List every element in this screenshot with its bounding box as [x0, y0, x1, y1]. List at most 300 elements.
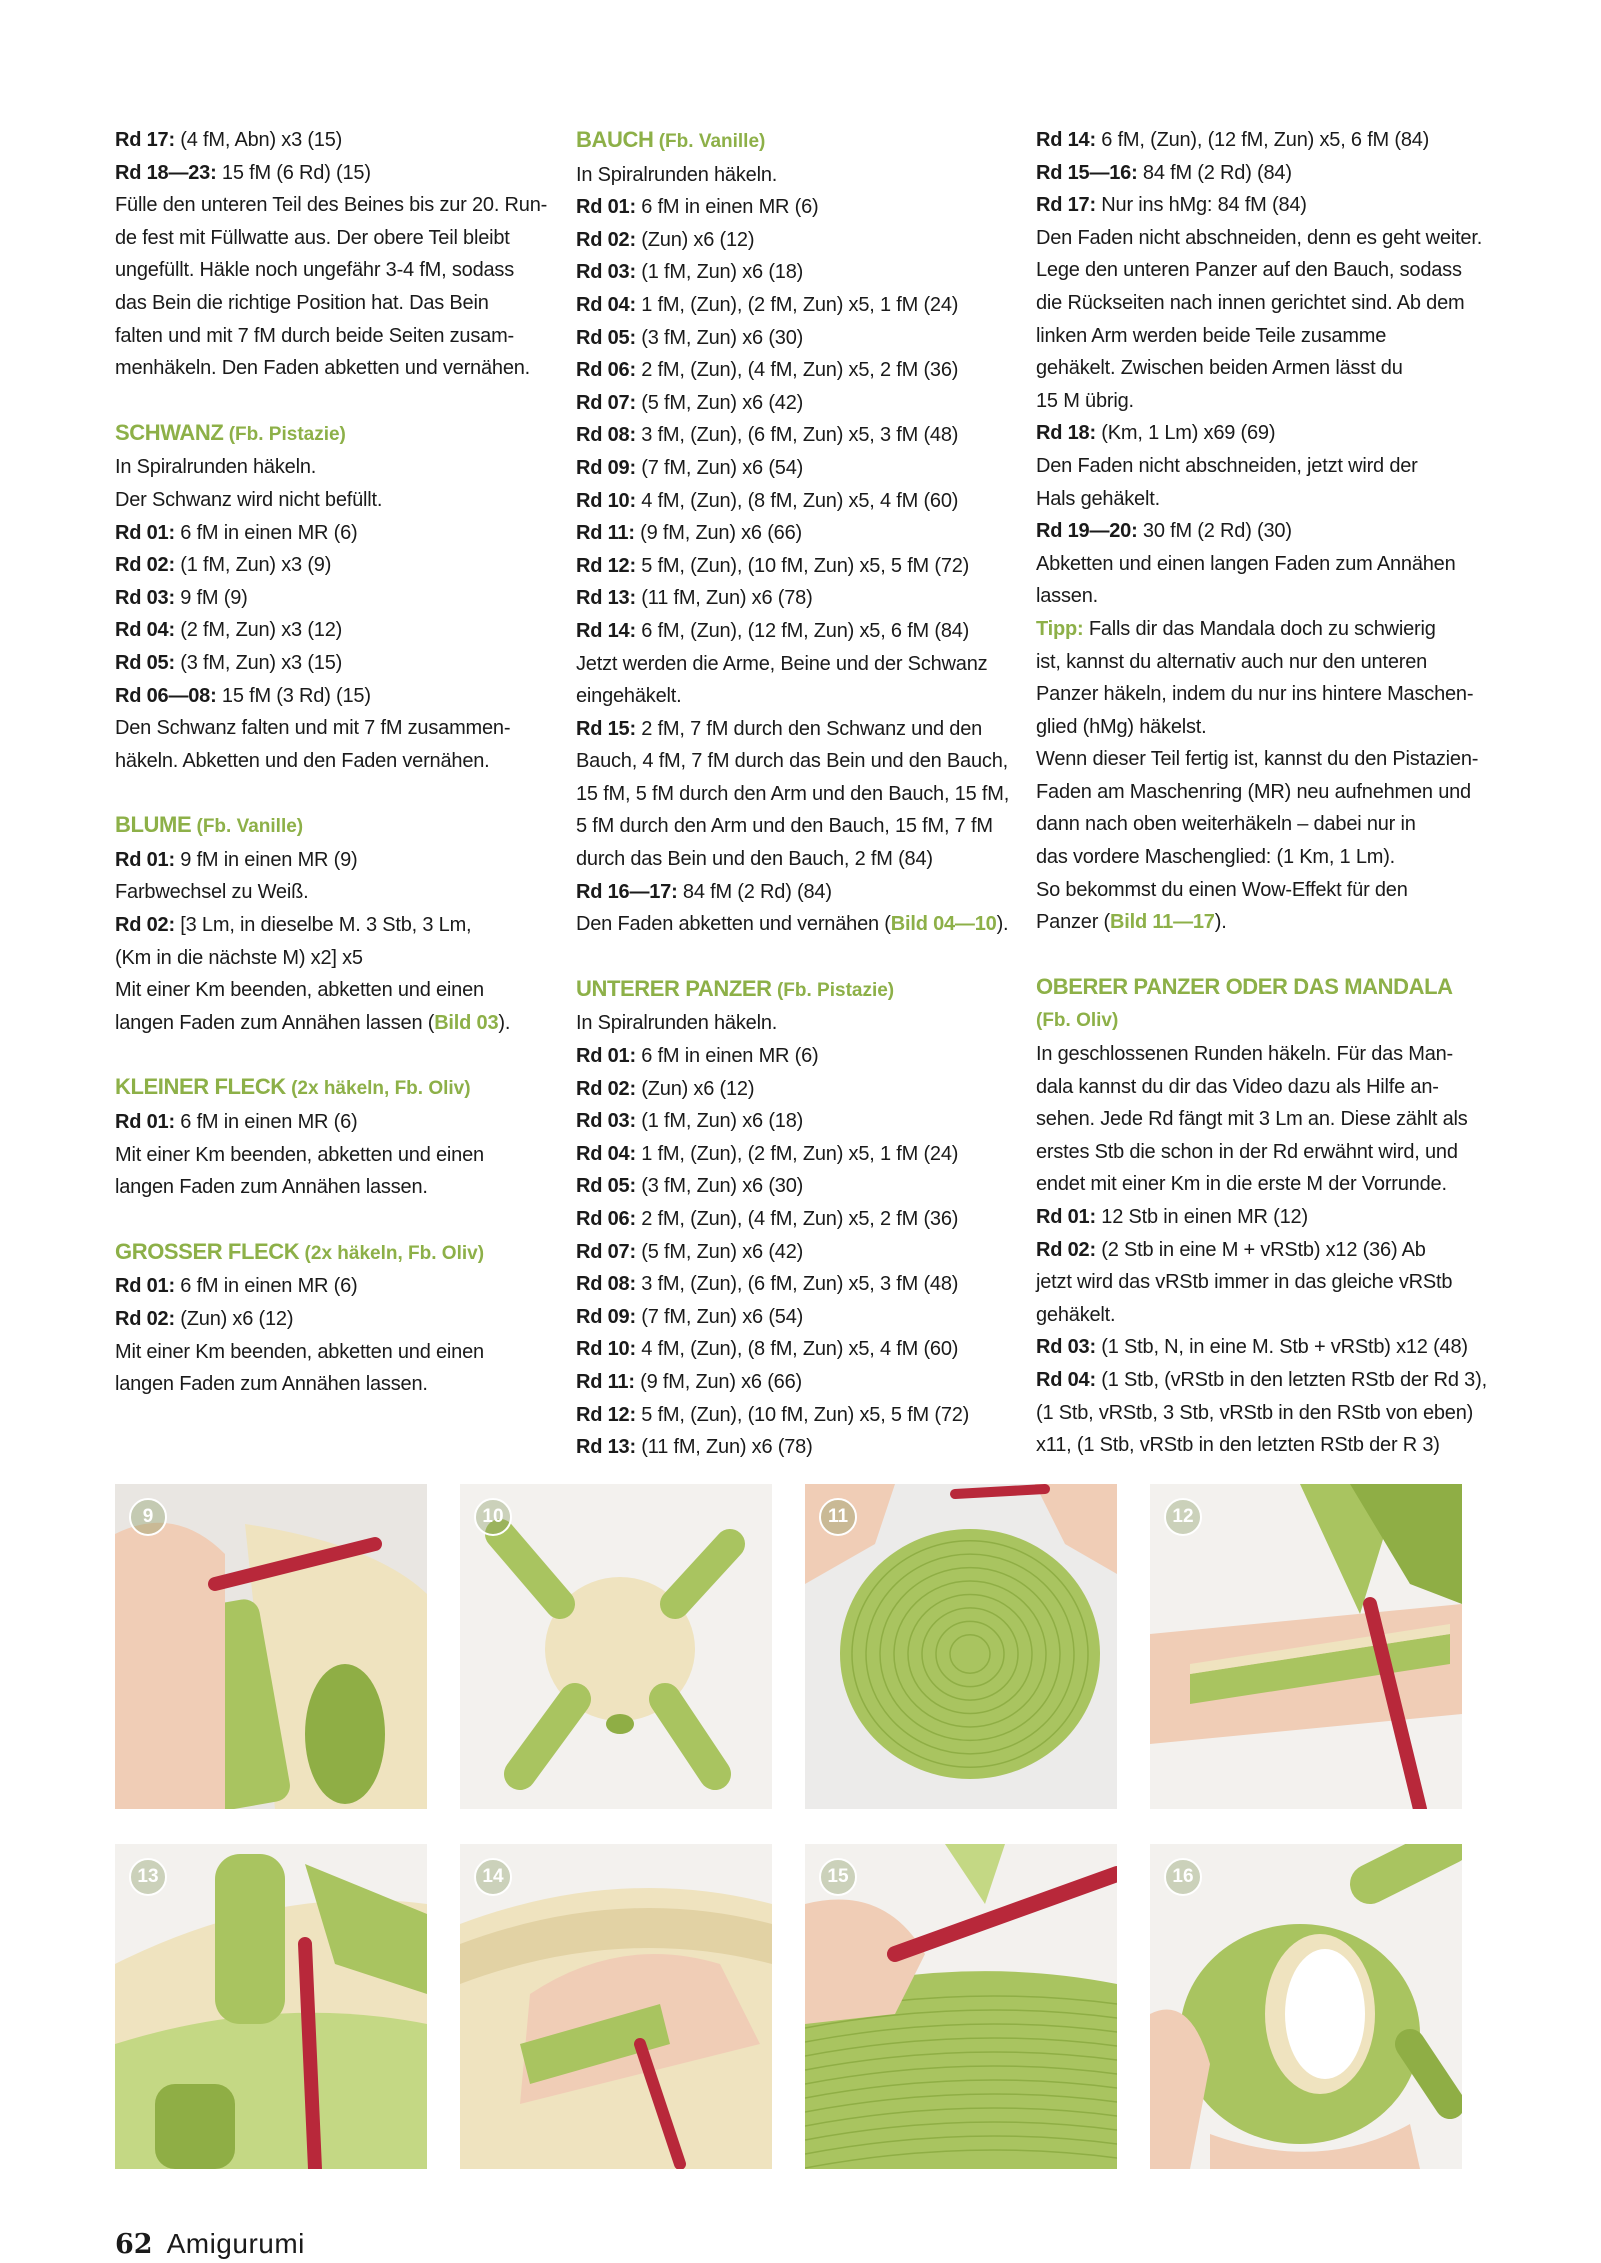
line-text: Panzer (: [1036, 911, 1110, 934]
round-label: Rd 17:: [115, 129, 175, 151]
line-text: Mit einer Km beenden, abketten und einen: [115, 979, 484, 1002]
line-text: So bekommst du einen Wow-Effekt für den: [1036, 878, 1408, 901]
line-text: jetzt wird das vRStb immer in das gleiche vRStb: [1036, 1271, 1453, 1294]
instruction-text: [115, 254, 545, 287]
round-instruction: [1036, 417, 1466, 450]
round-instruction: [576, 615, 1006, 648]
line-text: 9 fM (9): [174, 586, 248, 609]
section-title-yarn: (2x häkeln, Fb. Oliv): [299, 1242, 485, 1264]
instruction-text: [115, 745, 545, 778]
page-footer: [115, 2230, 305, 2258]
tip-label: Tipp:: [1036, 617, 1084, 640]
line-text: (5 fM, Zun) x6 (42): [635, 1240, 804, 1263]
section-title-text: UNTERER PANZER: [576, 975, 772, 1001]
round-instruction: [576, 517, 1006, 550]
line-text: sehen. Jede Rd fängt mit 3 Lm an. Diese zählt als: [1036, 1108, 1468, 1131]
line-text: 12 Stb in einen MR (12): [1095, 1206, 1308, 1228]
line-text: 3 fM, (Zun), (6 fM, Zun) x5, 3 fM (48): [635, 424, 959, 447]
round-label: Rd 09:: [576, 456, 636, 479]
instruction-text: [1036, 450, 1466, 483]
round-instruction: [576, 452, 1006, 485]
instruction-text: [576, 843, 1006, 876]
line-text: durch das Bein und den Bauch, 2 fM (84): [576, 848, 933, 871]
line-text-end: ).: [996, 913, 1009, 936]
round-label: Rd 04:: [576, 293, 636, 316]
round-instruction: [115, 909, 545, 942]
round-label: Rd 11:: [576, 1370, 635, 1393]
instruction-text: [115, 974, 545, 1007]
instruction-text: [1036, 1136, 1466, 1169]
line-text: das Bein die richtige Position hat. Das Bein: [115, 291, 489, 314]
line-text: ungefüllt. Häkle noch ungefähr 3-4 fM, sodass: [115, 259, 515, 282]
round-label: Rd 01:: [576, 196, 636, 219]
round-label: Rd 05:: [576, 326, 636, 349]
photo-number-badge: 14: [474, 1858, 512, 1896]
footer-label: Amigurumi: [166, 2228, 305, 2259]
line-text: 6 fM in einen MR (6): [174, 1275, 358, 1298]
step-photo: [460, 1484, 772, 1809]
round-instruction: [115, 582, 545, 615]
photo-number-badge: 9: [129, 1498, 167, 1536]
line-text: (4 fM, Abn) x3 (15): [174, 129, 343, 151]
instruction-text: [1036, 808, 1466, 841]
round-label: Rd 03:: [576, 261, 636, 284]
round-instruction: [576, 224, 1006, 257]
line-text: de fest mit Füllwatte aus. Der obere Teil bleibt: [115, 226, 510, 249]
line-text: 2 fM, 7 fM durch den Schwanz und den: [635, 717, 983, 740]
instruction-text: [1036, 646, 1466, 679]
line-text: 6 fM, (Zun), (12 fM, Zun) x5, 6 fM (84): [635, 619, 970, 642]
round-label: Rd 01:: [576, 1045, 636, 1068]
line-text: Den Faden abketten und vernähen (: [576, 913, 891, 936]
step-photo: [1150, 1844, 1462, 2169]
line-text: 6 fM in einen MR (6): [635, 1045, 819, 1068]
round-instruction: [115, 614, 545, 647]
instruction-text: [1036, 548, 1466, 581]
round-instruction: [115, 1106, 545, 1139]
round-instruction: [576, 876, 1006, 909]
section-title-text: KLEINER FLECK: [115, 1074, 286, 1100]
line-text-end: ).: [1214, 911, 1227, 934]
line-text: Faden am Maschenring (MR) neu aufnehmen und: [1036, 780, 1471, 803]
section-title: [576, 973, 1006, 1008]
round-label: Rd 14:: [576, 619, 636, 642]
image-reference: Bild 03: [434, 1011, 499, 1034]
round-label: Rd 06:: [576, 359, 636, 382]
instruction-text: [1036, 711, 1466, 744]
round-instruction: [115, 680, 545, 713]
round-label: Rd 12:: [576, 1403, 636, 1426]
line-text: (5 fM, Zun) x6 (42): [635, 391, 804, 414]
line-text: Den Faden nicht abschneiden, jetzt wird der: [1036, 454, 1418, 477]
instruction-text: [1036, 580, 1466, 613]
round-instruction: [115, 647, 545, 680]
instruction-text: [576, 745, 1006, 778]
round-instruction: [115, 844, 545, 877]
instruction-text: [1036, 352, 1466, 385]
line-text: (Zun) x6 (12): [174, 1308, 294, 1330]
line-text: (11 fM, Zun) x6 (78): [635, 1436, 813, 1459]
round-instruction: [576, 582, 1006, 615]
line-text: langen Faden zum Annähen lassen (: [115, 1011, 435, 1034]
text-column-1: [115, 124, 548, 1401]
instruction-text: [1036, 1038, 1466, 1071]
photo-number-badge: 11: [819, 1498, 857, 1536]
round-instruction: [576, 354, 1006, 387]
line-text: endet mit einer Km in die erste M der Vorrunde.: [1036, 1173, 1447, 1196]
instruction-text: [1036, 1071, 1466, 1104]
round-instruction: [576, 1431, 1006, 1464]
round-instruction: [576, 419, 1006, 452]
round-label: Rd 01:: [115, 521, 175, 544]
round-label: Rd 01:: [1036, 1206, 1096, 1228]
line-text: Jetzt werden die Arme, Beine und der Schwanz: [576, 652, 988, 675]
round-label: Rd 02:: [576, 228, 636, 251]
instruction-text: [1036, 222, 1483, 255]
line-text: 5 fM, (Zun), (10 fM, Zun) x5, 5 fM (72): [635, 554, 970, 577]
image-reference: Bild 11—17: [1110, 911, 1215, 934]
line-text: dann nach oben weiterhäkeln – dabei nur in: [1036, 813, 1416, 836]
line-text: 6 fM in einen MR (6): [635, 196, 819, 219]
instruction-text: [1036, 254, 1466, 287]
round-instruction: [1036, 515, 1466, 548]
line-text: 2 fM, (Zun), (4 fM, Zun) x5, 2 fM (36): [635, 1208, 959, 1230]
section-title: [115, 1236, 545, 1271]
round-label: Rd 14:: [1036, 129, 1096, 151]
line-text: (3 fM, Zun) x6 (30): [635, 326, 804, 349]
instruction-text: [1036, 906, 1466, 939]
round-instruction: [115, 157, 545, 190]
line-text: 15 fM (3 Rd) (15): [216, 684, 371, 707]
round-instruction: [576, 485, 1006, 518]
instruction-text: [576, 908, 1009, 941]
section: [115, 1071, 545, 1203]
line-text: (Km, 1 Lm) x69 (69): [1095, 422, 1276, 445]
section: [576, 973, 1006, 1464]
line-text: Lege den unteren Panzer auf den Bauch, sodass: [1036, 259, 1462, 282]
line-text: Panzer häkeln, indem du nur ins hintere Maschen-: [1036, 683, 1474, 706]
section-title-yarn: (Fb. Vanille): [191, 816, 304, 838]
line-text: linken Arm werden beide Teile zusamme: [1036, 324, 1387, 347]
instruction-text: [576, 810, 1006, 843]
line-text: eingehäkelt.: [576, 685, 682, 708]
round-label: Rd 01:: [115, 1275, 175, 1298]
instruction-text: [115, 484, 545, 517]
line-text: 3 fM, (Zun), (6 fM, Zun) x5, 3 fM (48): [635, 1273, 959, 1296]
round-label: Rd 07:: [576, 1240, 636, 1263]
line-text: Den Faden nicht abschneiden, denn es geht weiter.: [1036, 226, 1483, 249]
section: [576, 124, 1010, 941]
round-instruction: [1036, 1201, 1466, 1234]
line-text: Mit einer Km beenden, abketten und einen: [115, 1340, 484, 1363]
instruction-text: [1036, 1397, 1474, 1430]
section-title-text: OBERER PANZER ODER DAS MANDALA: [1036, 973, 1453, 999]
section-title: [115, 417, 545, 452]
section-title-yarn: (2x häkeln, Fb. Oliv): [285, 1078, 471, 1100]
section-title-text: GROSSER FLECK: [115, 1238, 300, 1264]
round-label: Rd 02:: [115, 554, 175, 577]
text-column-2: [576, 124, 1010, 1464]
instruction-text: [1036, 874, 1466, 907]
instruction-text: [1036, 841, 1466, 874]
instruction-text: [115, 222, 545, 255]
line-text: (3 fM, Zun) x3 (15): [174, 651, 343, 674]
instruction-text: [115, 1171, 545, 1204]
line-text: 6 fM, (Zun), (12 fM, Zun) x5, 6 fM (84): [1095, 129, 1430, 151]
round-instruction: [576, 1301, 1006, 1334]
instruction-text: [1036, 678, 1474, 711]
instruction-text: [1036, 1103, 1466, 1136]
step-photo: [805, 1844, 1117, 2169]
line-text: häkeln. Abketten und den Faden vernähen.: [115, 749, 490, 772]
line-text: In geschlossenen Runden häkeln. Für das Man-: [1036, 1043, 1454, 1066]
round-label: Rd 02:: [1036, 1238, 1096, 1261]
line-text: glied (hMg) häkelst.: [1036, 715, 1207, 738]
instruction-text: [1036, 1429, 1466, 1462]
instruction-text: [115, 942, 545, 975]
line-text: 15 fM, 5 fM durch den Arm und den Bauch, 15 fM,: [576, 782, 1010, 805]
line-text: 4 fM, (Zun), (8 fM, Zun) x5, 4 fM (60): [635, 489, 959, 512]
instruction-text: [115, 1336, 545, 1369]
line-text: 5 fM, (Zun), (10 fM, Zun) x5, 5 fM (72): [635, 1403, 970, 1426]
round-instruction: [115, 1270, 545, 1303]
round-instruction: [1036, 189, 1466, 222]
round-label: Rd 08:: [576, 1273, 636, 1296]
round-label: Rd 19—20:: [1036, 520, 1138, 543]
line-text: Nur ins hMg: 84 fM (84): [1095, 194, 1307, 217]
round-instruction: [1036, 124, 1466, 157]
round-instruction: [576, 256, 1006, 289]
round-label: Rd 06:: [576, 1208, 636, 1230]
round-label: Rd 04:: [576, 1142, 636, 1165]
line-text: In Spiralrunden häkeln.: [115, 456, 317, 479]
line-text: das vordere Maschenglied: (1 Km, 1 Lm).: [1036, 846, 1396, 869]
line-text: (2 fM, Zun) x3 (12): [174, 619, 343, 642]
round-label: Rd 10:: [576, 489, 636, 512]
line-text: (9 fM, Zun) x6 (66): [634, 522, 802, 545]
step-photo: [115, 1844, 427, 2169]
instruction-text: [1036, 1299, 1466, 1332]
section: [115, 417, 545, 778]
instruction-text: [576, 778, 1010, 811]
line-text: gehäkelt. Zwischen beiden Armen lässt du: [1036, 357, 1403, 380]
section-title-yarn: (Fb. Vanille): [653, 131, 766, 152]
round-label: Rd 18—23:: [115, 161, 217, 184]
section-title: [115, 1071, 545, 1106]
line-text: dala kannst du dir das Video dazu als Hilfe an-: [1036, 1075, 1439, 1098]
round-label: Rd 04:: [115, 619, 175, 642]
round-label: Rd 03:: [1036, 1336, 1096, 1359]
line-text: (7 fM, Zun) x6 (54): [635, 1305, 804, 1328]
line-text: 84 fM (2 Rd) (84): [677, 880, 832, 903]
line-text: Falls dir das Mandala doch zu schwierig: [1083, 617, 1436, 640]
line-text: 1 fM, (Zun), (2 fM, Zun) x5, 1 fM (24): [635, 293, 959, 316]
round-label: Rd 17:: [1036, 194, 1096, 217]
round-instruction: [1036, 157, 1466, 190]
round-instruction: [576, 1399, 1006, 1432]
line-text: 6 fM in einen MR (6): [174, 521, 358, 544]
section: [1036, 971, 1487, 1462]
round-instruction: [576, 191, 1006, 224]
instruction-text: [576, 648, 1006, 681]
section: [115, 1236, 545, 1401]
line-text: erstes Stb die schon in der Rd erwähnt wird, und: [1036, 1140, 1458, 1163]
line-text: (2 Stb in eine M + vRStb) x12 (36) Ab: [1095, 1238, 1426, 1261]
round-label: Rd 05:: [576, 1175, 636, 1198]
line-text: 9 fM in einen MR (9): [174, 848, 358, 871]
line-text: (7 fM, Zun) x6 (54): [635, 456, 804, 479]
line-text: (Zun) x6 (12): [635, 1077, 755, 1100]
line-text: langen Faden zum Annähen lassen.: [115, 1176, 428, 1199]
photo-number-badge: 10: [474, 1498, 512, 1536]
round-instruction: [576, 289, 1006, 322]
line-text: (9 fM, Zun) x6 (66): [634, 1370, 802, 1393]
line-text: (Zun) x6 (12): [635, 228, 755, 251]
round-label: Rd 06—08:: [115, 684, 217, 707]
line-text: (1 fM, Zun) x6 (18): [635, 1110, 804, 1133]
round-label: Rd 13:: [576, 587, 636, 610]
line-text: die Rückseiten nach innen gerichtet sind. Ab dem: [1036, 291, 1465, 314]
line-text: Wenn dieser Teil fertig ist, kannst du den Pistazien-: [1036, 748, 1479, 771]
photo-number-badge: 13: [129, 1858, 167, 1896]
line-text: Hals gehäkelt.: [1036, 487, 1160, 510]
instruction-text: [576, 680, 1006, 713]
section-title-yarn: [1036, 1003, 1466, 1038]
round-instruction: [576, 1073, 1006, 1106]
line-text: Den Schwanz falten und mit 7 fM zusammen-: [115, 717, 511, 740]
line-text: (1 Stb, N, in eine M. Stb + vRStb) x12 (48): [1095, 1336, 1468, 1359]
line-text: (1 Stb, vRStb, 3 Stb, vRStb in den RStb von eben): [1036, 1401, 1474, 1424]
instruction-text: [115, 287, 545, 320]
text-column-3: [1036, 124, 1487, 1462]
round-instruction: [576, 1138, 1006, 1171]
section-title: [115, 809, 545, 844]
line-text: (1 fM, Zun) x3 (9): [174, 554, 332, 577]
photo-number-badge: 12: [1164, 1498, 1202, 1536]
line-text: 84 fM (2 Rd) (84): [1137, 161, 1292, 184]
section-title-yarn-text: (Fb. Oliv): [1036, 1010, 1119, 1032]
round-label: Rd 15:: [576, 717, 636, 740]
line-text: 6 fM in einen MR (6): [174, 1111, 358, 1134]
line-text: menhäkeln. Den Faden abketten und vernähen.: [115, 357, 531, 380]
round-label: Rd 05:: [115, 651, 175, 674]
round-instruction: [576, 713, 1006, 746]
round-instruction: [115, 517, 545, 550]
round-label: Rd 16—17:: [576, 880, 678, 903]
round-instruction: [1036, 1364, 1487, 1397]
instruction-text: [115, 320, 545, 353]
instruction-text: [1036, 613, 1466, 646]
instruction-text: [1036, 320, 1466, 353]
round-label: Rd 03:: [576, 1110, 636, 1133]
section: [115, 809, 545, 1039]
round-instruction: [1036, 1234, 1466, 1267]
round-label: Rd 02:: [115, 914, 175, 937]
instruction-text: [115, 1139, 545, 1172]
line-text: lassen.: [1036, 585, 1098, 608]
round-label: Rd 10:: [576, 1338, 636, 1361]
section-title-yarn: (Fb. Pistazie): [771, 979, 895, 1001]
round-label: Rd 12:: [576, 554, 636, 577]
instruction-text: [115, 1368, 545, 1401]
line-text: 1 fM, (Zun), (2 fM, Zun) x5, 1 fM (24): [635, 1142, 959, 1165]
round-label: Rd 03:: [115, 586, 175, 609]
round-instruction: [115, 549, 545, 582]
image-reference: Bild 04—10: [890, 913, 997, 936]
instruction-text: [115, 712, 545, 745]
round-instruction: [576, 1040, 1006, 1073]
section-title-yarn: (Fb. Pistazie): [223, 423, 346, 445]
line-text: ist, kannst du alternativ auch nur den unteren: [1036, 650, 1428, 673]
line-text: (3 fM, Zun) x6 (30): [635, 1175, 804, 1198]
round-label: Rd 07:: [576, 391, 636, 414]
line-text: (11 fM, Zun) x6 (78): [635, 587, 813, 610]
line-text: In Spiralrunden häkeln.: [576, 163, 778, 186]
round-label: Rd 09:: [576, 1305, 636, 1328]
photo-number-badge: 15: [819, 1858, 857, 1896]
instruction-text: [576, 1007, 1006, 1040]
round-label: Rd 08:: [576, 424, 636, 447]
instruction-text: [1036, 743, 1479, 776]
instruction-text: [1036, 1266, 1466, 1299]
step-photo: [1150, 1484, 1462, 1809]
instruction-text: [1036, 1168, 1466, 1201]
line-text: Bauch, 4 fM, 7 fM durch das Bein und den Bauch,: [576, 750, 1008, 773]
round-instruction: [576, 550, 1006, 583]
line-text: Abketten und einen langen Faden zum Annähen: [1036, 552, 1456, 575]
line-text: [3 Lm, in dieselbe M. 3 Stb, 3 Lm,: [174, 914, 472, 937]
instruction-text: [115, 451, 545, 484]
section-title: [1036, 971, 1466, 1004]
round-instruction: [576, 1236, 1006, 1269]
section: [1036, 124, 1483, 939]
round-instruction: [115, 1303, 545, 1336]
instruction-text: [115, 352, 545, 385]
page-number: 62: [115, 2229, 153, 2260]
round-label: Rd 13:: [576, 1436, 636, 1459]
line-text-end: ).: [498, 1011, 511, 1034]
line-text: (1 Stb, (vRStb in den letzten RStb der Rd 3),: [1095, 1368, 1487, 1391]
step-photo: [460, 1844, 772, 2169]
section-title: [576, 124, 1006, 159]
instruction-text: [115, 876, 545, 909]
instruction-text: [115, 189, 548, 222]
round-instruction: [576, 1170, 1006, 1203]
instruction-text: [115, 1007, 545, 1040]
line-text: 2 fM, (Zun), (4 fM, Zun) x5, 2 fM (36): [635, 359, 959, 382]
round-instruction: [576, 322, 1006, 355]
line-text: Mit einer Km beenden, abketten und einen: [115, 1143, 484, 1166]
section-title-text: BLUME: [115, 812, 192, 838]
line-text: Der Schwanz wird nicht befüllt.: [115, 488, 383, 511]
line-text: 15 fM (6 Rd) (15): [216, 161, 371, 184]
instruction-text: [1036, 385, 1466, 418]
line-text: 15 M übrig.: [1036, 389, 1134, 412]
section-title-text: SCHWANZ: [115, 419, 224, 445]
round-label: Rd 04:: [1036, 1368, 1096, 1391]
instruction-text: [1036, 287, 1466, 320]
round-instruction: [1036, 1331, 1466, 1364]
section-title-text: BAUCH: [576, 127, 654, 152]
round-instruction: [576, 1333, 1006, 1366]
line-text: 5 fM durch den Arm und den Bauch, 15 fM, 7 fM: [576, 815, 993, 838]
line-text: (1 fM, Zun) x6 (18): [635, 261, 804, 284]
round-instruction: [115, 124, 545, 157]
instruction-text: [1036, 776, 1471, 809]
line-text: In Spiralrunden häkeln.: [576, 1012, 778, 1035]
line-text: 4 fM, (Zun), (8 fM, Zun) x5, 4 fM (60): [635, 1338, 959, 1361]
line-text: langen Faden zum Annähen lassen.: [115, 1373, 428, 1396]
